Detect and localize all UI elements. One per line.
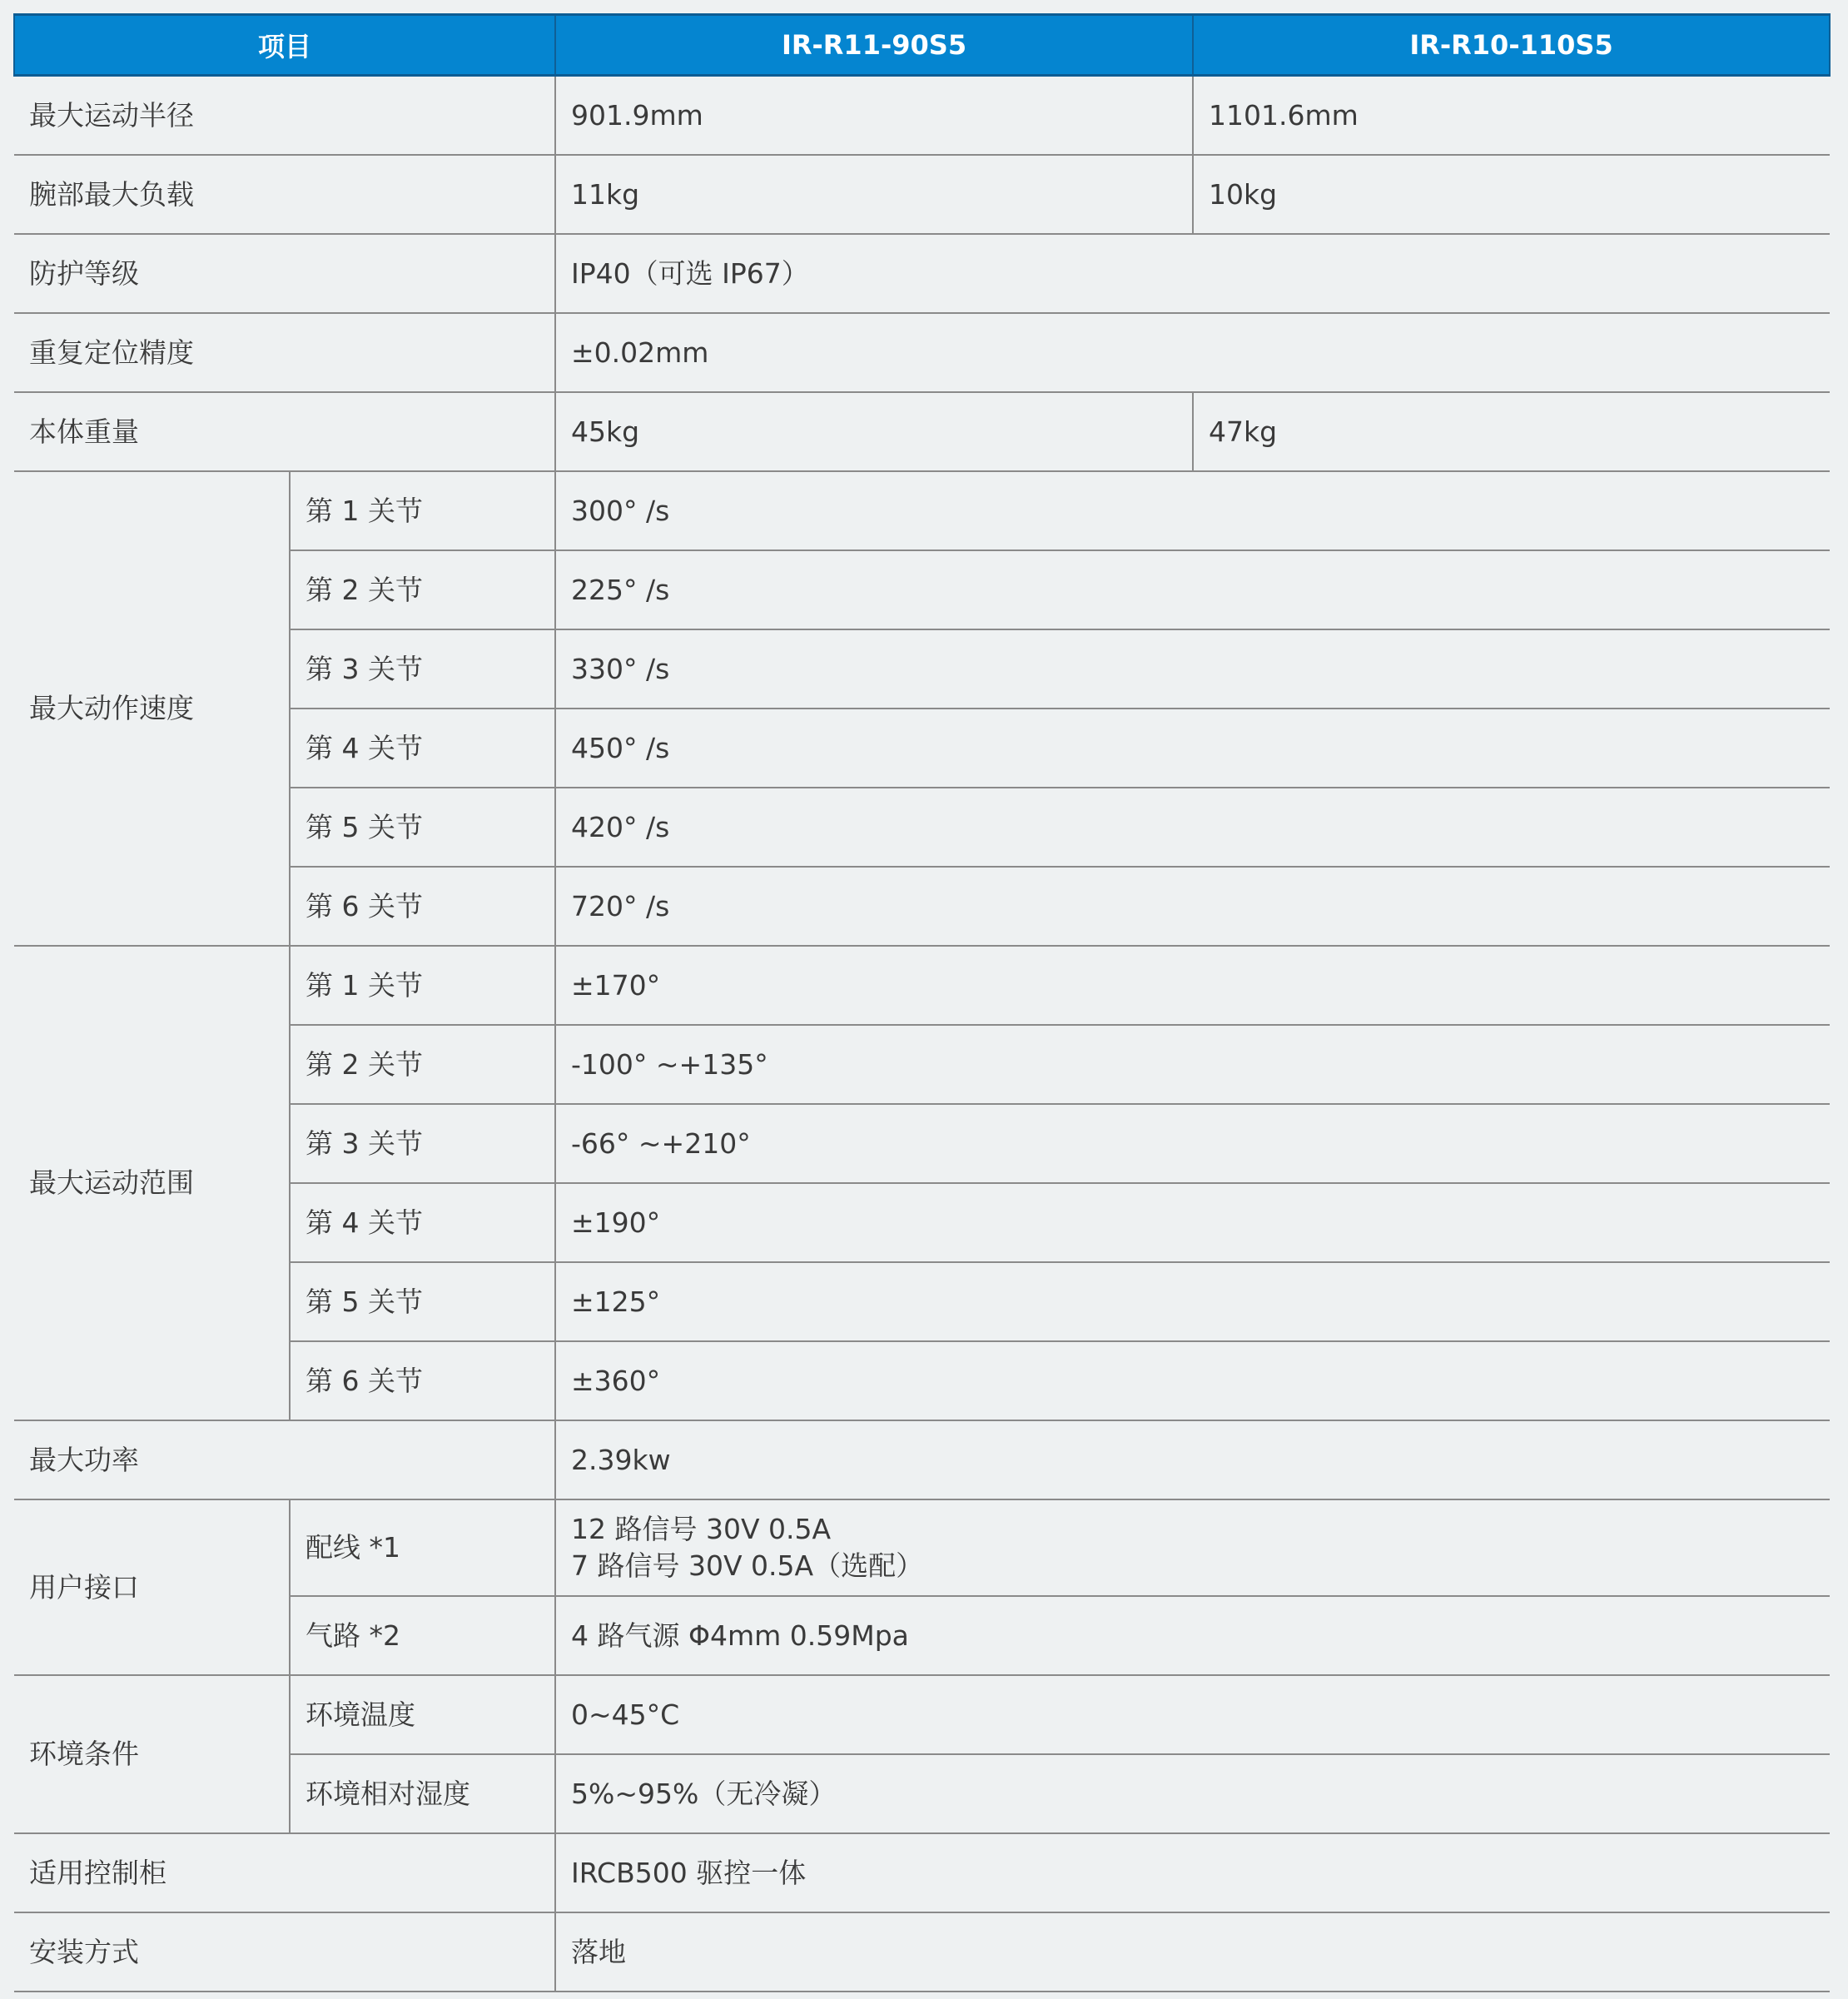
wiring-line-2: 7 路信号 30V 0.5A（选配） [571,1549,924,1582]
value-model-a: 45kg [555,392,1193,471]
joint-name: 第 3 关节 [290,629,555,709]
row-controller [14,1833,1830,1912]
joint-name: 第 4 关节 [290,709,555,788]
joint-range-value: ±170° [555,946,1830,1025]
sub-label-air: 气路 *2 [290,1596,555,1675]
value-model-a: 901.9mm [555,76,1193,156]
sub-label-humidity: 环境相对湿度 [290,1754,555,1833]
joint-name: 第 6 关节 [290,1341,555,1420]
row-repeatability [14,313,1830,392]
row-label: 防护等级 [14,234,555,313]
joint-speed-value: 225° /s [555,550,1830,629]
joint-name: 第 5 关节 [290,788,555,867]
header-item: 项目 [14,15,555,76]
table-header-row [14,15,1830,76]
spec-table [13,13,1831,1992]
value-shared: ±0.02mm [555,313,1830,392]
joint-speed-value: 330° /s [555,629,1830,709]
joint-range-value: -100° ~+135° [555,1025,1830,1104]
group-label-range: 最大运动范围 [14,946,290,1420]
wiring-line-1: 12 路信号 30V 0.5A [571,1513,832,1546]
row-label: 本体重量 [14,392,555,471]
row-user-interface-wiring [14,1499,1830,1596]
row-environment-temperature [14,1675,1830,1754]
joint-speed-value: 720° /s [555,867,1830,946]
value-model-a: 11kg [555,155,1193,234]
group-label-speed: 最大动作速度 [14,471,290,946]
wiring-value [555,1499,1830,1596]
joint-speed-value: 420° /s [555,788,1830,867]
row-label: 重复定位精度 [14,313,555,392]
value-shared: 2.39kw [555,1420,1830,1499]
value-shared: IP40（可选 IP67） [555,234,1830,313]
joint-name: 第 1 关节 [290,471,555,550]
row-range-joint-1 [14,946,1830,1025]
value-model-b: 47kg [1193,392,1830,471]
header-model-a: IR-R11-90S5 [555,15,1193,76]
joint-speed-value: 450° /s [555,709,1830,788]
sub-label-wiring: 配线 *1 [290,1499,555,1596]
sub-label-temperature: 环境温度 [290,1675,555,1754]
joint-name: 第 4 关节 [290,1183,555,1262]
humidity-value: 5%~95%（无冷凝） [555,1754,1830,1833]
joint-name: 第 2 关节 [290,550,555,629]
group-label-environment: 环境条件 [14,1675,290,1833]
joint-name: 第 3 关节 [290,1104,555,1183]
joint-speed-value: 300° /s [555,471,1830,550]
joint-name: 第 6 关节 [290,867,555,946]
row-label: 腕部最大负载 [14,155,555,234]
header-model-b: IR-R10-110S5 [1193,15,1830,76]
air-value: 4 路气源 Φ4mm 0.59Mpa [555,1596,1830,1675]
row-label: 最大运动半径 [14,76,555,156]
value-model-b: 1101.6mm [1193,76,1830,156]
joint-range-value: -66° ~+210° [555,1104,1830,1183]
row-install [14,1912,1830,1992]
joint-name: 第 1 关节 [290,946,555,1025]
value-shared: 落地 [555,1912,1830,1992]
row-wrist-payload [14,155,1830,234]
row-label: 适用控制柜 [14,1833,555,1912]
group-label-user-interface: 用户接口 [14,1499,290,1675]
row-weight [14,392,1830,471]
joint-range-value: ±190° [555,1183,1830,1262]
value-model-b: 10kg [1193,155,1830,234]
joint-name: 第 5 关节 [290,1262,555,1341]
row-label: 最大功率 [14,1420,555,1499]
temperature-value: 0~45°C [555,1675,1830,1754]
row-max-radius [14,76,1830,156]
joint-range-value: ±360° [555,1341,1830,1420]
value-shared: IRCB500 驱控一体 [555,1833,1830,1912]
joint-name: 第 2 关节 [290,1025,555,1104]
joint-range-value: ±125° [555,1262,1830,1341]
row-speed-joint-1 [14,471,1830,550]
row-max-power [14,1420,1830,1499]
spec-table-container [13,13,1829,1992]
row-label: 安装方式 [14,1912,555,1992]
row-protection [14,234,1830,313]
